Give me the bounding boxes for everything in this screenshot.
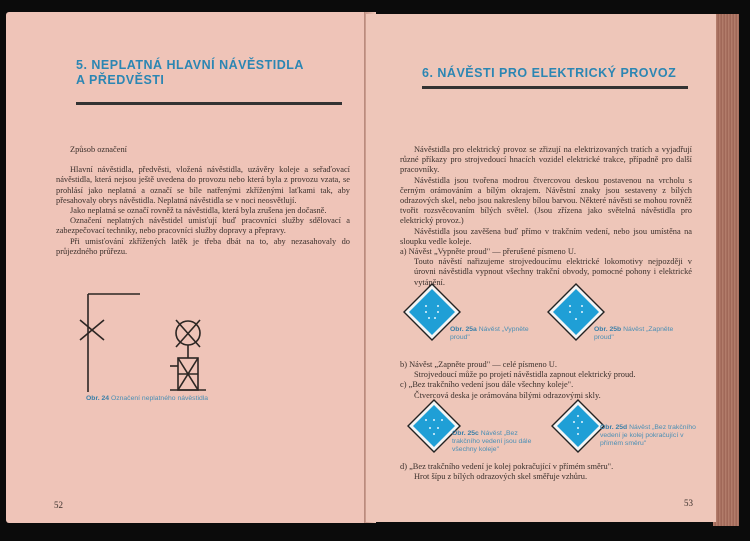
figure-caption (86, 395, 208, 403)
page-edges (713, 14, 739, 526)
caption-25a (450, 326, 540, 342)
caption-25c (452, 430, 544, 454)
caption-number: Obr. 25b (594, 326, 622, 333)
caption-text: Návěst „Zapněte proud" (594, 326, 674, 341)
item-d-title: d) „Bez trakčního vedení je kolej pokračující v přímém směru". (400, 462, 614, 471)
caption-25b (594, 326, 694, 342)
item-b-title: b) Návěst „Zapněte proud" — celé písmeno U. (400, 360, 557, 369)
caption-number: Obr. 25d (600, 424, 628, 431)
caption-text: Návěst „Vypněte proud" (450, 326, 529, 341)
caption-number: Obr. 25c (452, 430, 479, 437)
right-page (366, 14, 716, 522)
heading-line-1: 5. NEPLATNÁ HLAVNÍ NÁVĚSTIDLA (76, 58, 304, 72)
caption-text: Návěst „Bez trakčního vedení jsou dále všechny koleje" (452, 430, 532, 453)
left-page-heading (76, 58, 356, 88)
left-body-text (56, 145, 350, 257)
item-b-text: Strojvedoucí může po projetí návěstidla zapnout elektrický proud. (414, 370, 636, 380)
sign-25d (550, 398, 606, 454)
page-number: 52 (54, 500, 63, 510)
heading-rule (76, 102, 342, 105)
item-c-text: Čtvercová deska je orámována bílými odrazovými skly. (414, 390, 601, 400)
item-a-title: a) Návěst „Vypněte proud" — přerušené písmeno U. (400, 247, 576, 257)
paragraph: Při umisťování zkřížených latěk je třeba dbát na to, aby nezasahovaly do průjezdného průřezu. (56, 236, 350, 256)
heading-rule (422, 86, 688, 89)
subheading: Způsob označení (70, 145, 127, 154)
invalid-signal-figure (78, 292, 218, 397)
heading-line-2: A PŘEDVĚSTI (76, 73, 165, 87)
paragraph: Návěstidla pro elektrický provoz se zřizují na elektrizovaných tratích a vyjadřují různé příkazy pro strojvedoucí hnacích vozidel elektrické trakce, případně pro další pracovníky. (400, 145, 692, 175)
paragraph: Označení neplatných návěstidel umisťují buď pracovníci služby sdělovací a zabezpečovací techniky, nebo pracovníci služby dopravy a přepravy. (56, 216, 350, 236)
right-body-text-3 (400, 462, 692, 482)
caption-25d (600, 424, 700, 448)
caption-text: Návěst „Bez trakčního vedení je kolej pokračující v přímém směru" (600, 424, 696, 447)
item-a-text: Touto návěstí nařizujeme strojvedoucímu elektrické lokomotivy nejpozději v úrovni návěstidla vypnout všechny trakční obvody, pomocné pohony i elektrické vytápění. (414, 257, 692, 287)
item-d-text: Hrot šípu z bílých odrazových skel směřuje vzhůru. (414, 472, 588, 482)
page-number: 53 (684, 498, 693, 508)
right-page-heading (422, 66, 692, 81)
paragraph: Hlavní návěstidla, předvěsti, vložená návěstidla, uzávěry koleje a seřaďovací návěstidla, která nejsou ještě uvedena do provozu nebo která byla z provozu vzata, se prohlásí jako neplatná a označí se bíle natřenými zkříženými laťkami tak, aby přesahovaly obrys návěstidla. Neplatná návěstidla se v noci neosvětlují. (56, 165, 350, 205)
figure-number: Obr. 24 (86, 395, 110, 402)
right-body-text (400, 145, 692, 288)
paragraph: Návěstidla jsou tvořena modrou čtvercovou deskou postavenou na vrcholu s černým orámováním a bílým okrajem. Návěstní znaky jsou sestaveny z bílých odrazových skel, nebo jsou nakresleny bílou barvou. Některé návěsti se mohou rovněž tvořit rozsvěcovaním bílých světel. (Jsou zřízena jako světelná návěstidla pro elektrický provoz.) (400, 175, 692, 226)
left-page (6, 12, 364, 523)
caption-number: Obr. 25a (450, 326, 477, 333)
paragraph: Jako neplatná se označí rovněž ta návěstidla, která byla zrušena jen dočasně. (70, 206, 327, 216)
item-c-title: c) „Bez trakčního vedení jsou dále všechny koleje". (400, 380, 574, 390)
paragraph: Návěstidla jsou zavěšena buď přímo v trakčním vedení, nebo jsou umístěna na sloupku vedle koleje. (400, 226, 692, 246)
figure-caption-text: Označení neplatného návěstidla (110, 395, 209, 402)
heading-text: 6. NÁVĚSTI PRO ELEKTRICKÝ PROVOZ (422, 66, 677, 80)
right-body-text-2 (400, 360, 692, 401)
